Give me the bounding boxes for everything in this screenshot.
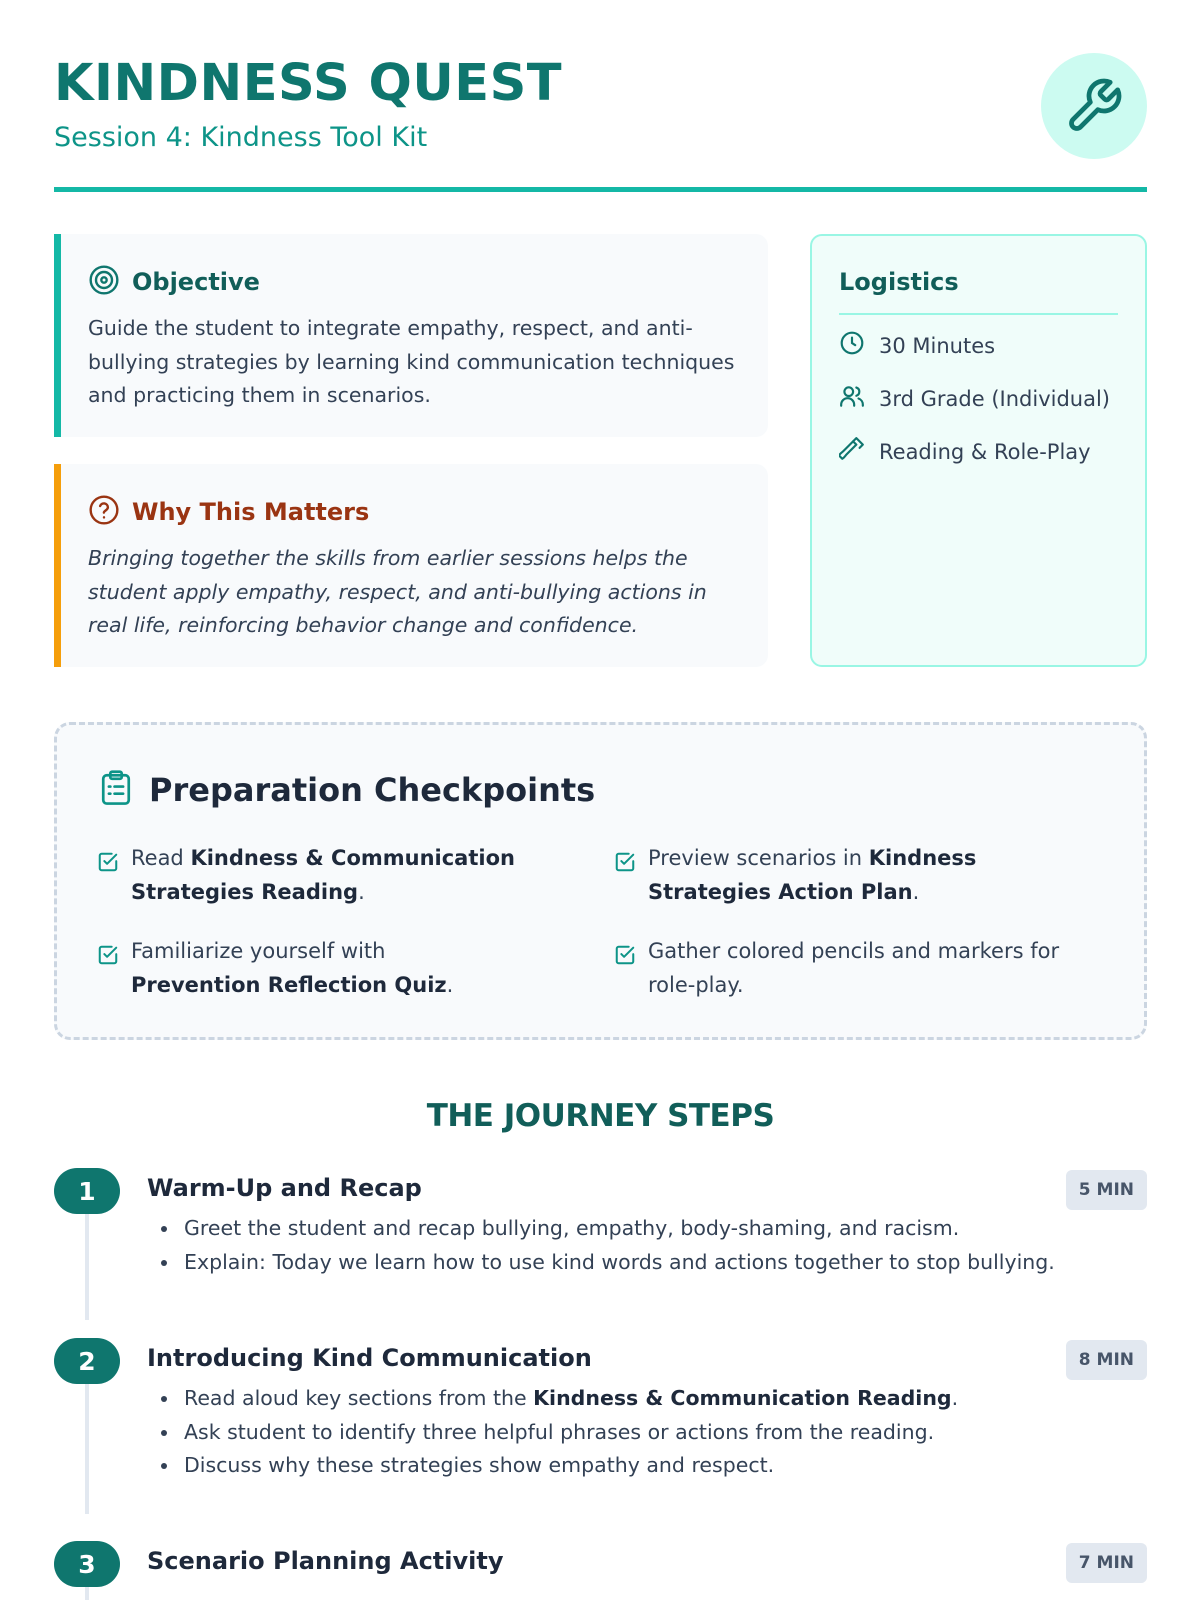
preparation-panel [54,722,1147,1040]
checklist-item [614,935,1064,1002]
objective-card [54,234,768,437]
objective-title: Objective [132,268,260,296]
pen-icon [839,436,865,467]
duration-badge: 8 MIN [1066,1340,1147,1380]
checkbox-icon [614,850,636,909]
why-text: Bringing together the skills from earlier sessions helps the student apply empathy, respect, and anti-bullying actions in real life, reinforcing behavior change and confidence. [88,546,707,637]
step-connector [85,1214,89,1320]
checkbox-icon [97,850,119,909]
step-title: Warm-Up and Recap [147,1174,422,1202]
preparation-header [99,769,595,811]
step-1 [54,1168,1147,1318]
question-circle-icon [88,494,120,530]
why-card [54,464,768,667]
logistics-item-label: 3rd Grade (Individual) [879,386,1110,411]
wrench-icon [1041,53,1147,159]
checkbox-icon [97,943,119,1002]
objective-header [88,264,260,300]
why-header [88,494,369,530]
users-icon [839,383,865,414]
duration-badge: 7 MIN [1066,1543,1147,1583]
page-title: KINDNESS QUEST [54,54,563,113]
page-subtitle: Session 4: Kindness Tool Kit [54,122,428,153]
page-header [54,52,1147,192]
step-number: 1 [54,1168,120,1214]
clock-icon [839,330,865,361]
logistics-divider [839,313,1118,315]
logistics-item-duration [839,330,995,361]
checkbox-icon [614,943,636,1002]
list-item: • Read aloud key sections from the Kindness & Communication Reading. [180,1382,1140,1416]
journey-title: THE JOURNEY STEPS [426,1098,775,1134]
step-bullets [180,1212,1140,1279]
list-item: • Ask student to identify three helpful phrases or actions from the reading. [180,1416,1140,1450]
list-item: • Greet the student and recap bullying, empathy, body-shaming, and racism. [180,1212,1140,1246]
logistics-item-format [839,436,1091,467]
checklist-item [97,935,517,1002]
why-title: Why This Matters [132,498,370,526]
lesson-page [54,0,1147,1600]
checklist-item [614,842,1084,909]
logistics-title: Logistics [839,268,959,296]
preparation-title: Preparation Checkpoints [149,771,596,809]
list-item: • Explain: Today we learn how to use kind words and actions together to stop bullying. [180,1246,1140,1280]
clipboard-icon [99,769,133,811]
target-icon [88,264,120,300]
checklist-item [97,842,517,909]
checklist-text: Read Kindness & Communication Strategies Reading. [131,846,515,904]
duration-badge: 5 MIN [1066,1170,1147,1210]
step-3 [54,1541,1147,1600]
logistics-item-label: Reading & Role-Play [879,439,1091,464]
checklist-text: Gather colored pencils and markers for role-play. [648,939,1060,997]
step-bullets [180,1382,1140,1483]
step-title: Introducing Kind Communication [147,1344,592,1372]
step-connector [85,1587,89,1600]
checklist-text: Preview scenarios in Kindness Strategies Action Plan. [648,846,977,904]
list-item: • Discuss why these strategies show empathy and respect. [180,1449,1140,1483]
checklist-text: Familiarize yourself with Prevention Reflection Quiz. [131,939,454,997]
logistics-item-grade [839,383,1110,414]
step-2 [54,1338,1147,1518]
logistics-card [810,234,1147,667]
step-number: 2 [54,1338,120,1384]
step-connector [85,1384,89,1514]
objective-text: Guide the student to integrate empathy, respect, and anti-bullying strategies by learning kind communication techniques and practicing them in scenarios. [88,316,735,407]
step-title: Scenario Planning Activity [147,1547,504,1575]
logistics-item-label: 30 Minutes [879,333,996,358]
step-number: 3 [54,1541,120,1587]
